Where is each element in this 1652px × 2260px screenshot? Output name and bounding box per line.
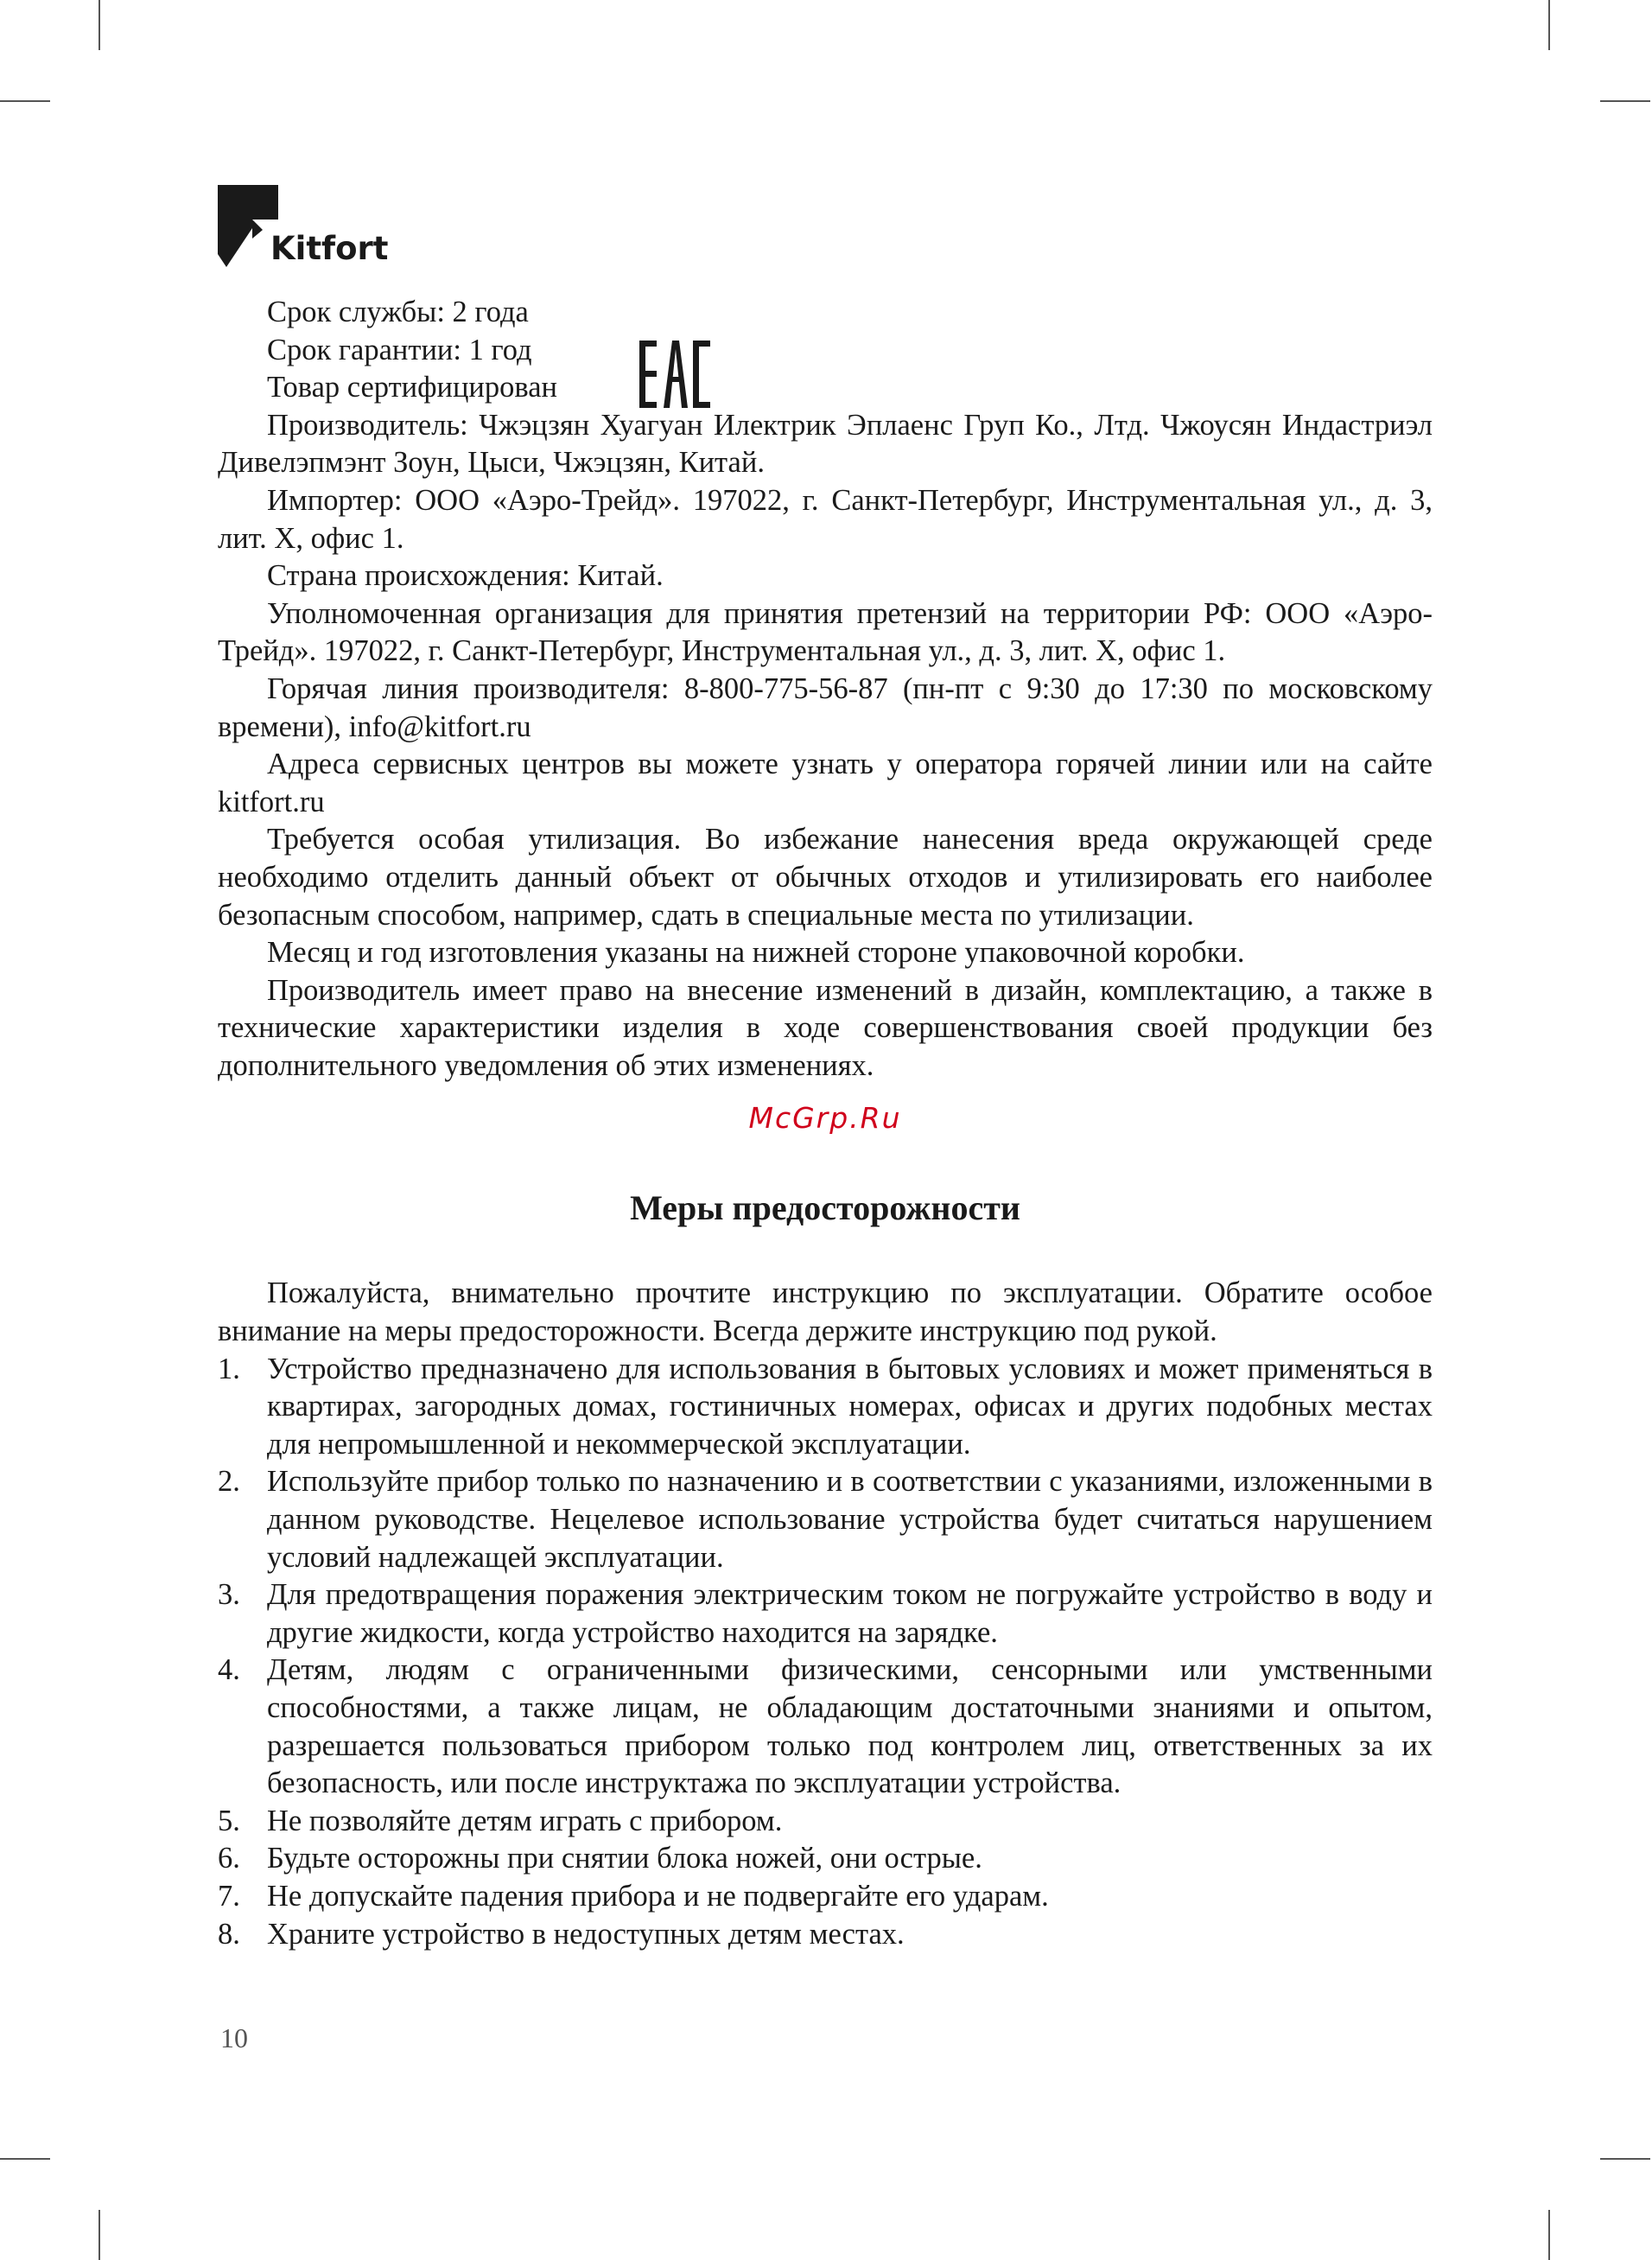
list-item <box>218 1576 1433 1652</box>
hotline: Горячая линия производителя: 8-800-775-56-87 (пн-пт с 9:30 до 17:30 по московскому времени), info@kitfort.ru <box>218 672 1433 743</box>
certified: Товар сертифицирован <box>267 371 557 404</box>
eac-icon <box>639 341 710 408</box>
changes-notice: Производитель имеет право на внесение изменений в дизайн, комплектацию, а также в технические характеристики изделия в ходе совершенствования своей продукции без дополнительного уведомления об этих изменениях. <box>218 973 1433 1082</box>
crop-mark <box>1548 2210 1550 2260</box>
item-text: Будьте осторожны при снятии блока ножей, они острые. <box>267 1842 982 1875</box>
list-item <box>218 1878 1433 1916</box>
list-item <box>218 1803 1433 1841</box>
certificate-block <box>218 294 1433 407</box>
warranty: Срок гарантии: 1 год <box>267 333 532 366</box>
crop-mark <box>1600 2158 1650 2160</box>
list-item <box>218 1840 1433 1878</box>
item-number: 7. <box>218 1879 240 1913</box>
origin: Страна происхождения: Китай. <box>267 559 664 593</box>
page-number: 10 <box>220 2022 248 2053</box>
kitfort-logo-icon <box>218 185 278 271</box>
item-number: 4. <box>218 1653 240 1687</box>
crop-mark <box>98 0 100 50</box>
crop-mark <box>1548 0 1550 50</box>
manufacturer: Производитель: Чжэцзян Хуагуан Илектрик Эплаенс Груп Ко., Лтд. Чжоусян Индастриэл Дивелэпмэнт Зоун, Цыси, Чжэцзян, Китай. <box>218 408 1433 480</box>
crop-mark <box>98 2210 100 2260</box>
item-text: Детям, людям с ограниченными физическими, сенсорными или умственными способностями, а также лицам, не обладающим достаточными знаниями и опытом, разрешается пользоваться прибором только под контролем лиц, ответственных за их безопасность, или после инструктажа по эксплуатации устройства. <box>267 1653 1433 1800</box>
list-item <box>218 1351 1433 1464</box>
item-number: 6. <box>218 1842 240 1875</box>
list-item <box>218 1916 1433 1954</box>
list-item <box>218 1463 1433 1576</box>
document-body <box>218 294 1433 1953</box>
service-life: Срок службы: 2 года <box>267 296 529 328</box>
item-number: 1. <box>218 1352 240 1385</box>
item-text: Храните устройство в недоступных детям местах. <box>267 1917 905 1951</box>
precautions-list <box>218 1351 1433 1954</box>
item-text: Используйте прибор только по назначению и в соответствии с указаниями, изложенными в данном руководстве. Нецелевое использование устройства будет считаться нарушением условий надлежащей эксплуатации. <box>267 1465 1433 1574</box>
item-text: Устройство предназначено для использования в бытовых условиях и может применяться в квартирах, загородных домах, гостиничных номерах, офисах и других подобных местах для непромышленной и некоммерческой эксплуатации. <box>267 1352 1433 1461</box>
crop-mark <box>1600 100 1650 102</box>
section-title: Меры предосторожности <box>630 1188 1020 1228</box>
authorized-org: Уполномоченная организация для принятия претензий на территории РФ: ООО «Аэро-Трейд». 197022, г. Санкт-Петербург, Инструментальная ул., д. 3, лит. Х, офис 1. <box>218 596 1433 668</box>
crop-mark <box>0 100 50 102</box>
logo-text: Kitfort <box>270 230 389 267</box>
importer: Импортер: ООО «Аэро-Трейд». 197022, г. Санкт-Петербург, Инструментальная ул., д. 3, лит. Х, офис 1. <box>218 483 1433 555</box>
item-text: Не позволяйте детям играть с прибором. <box>267 1804 783 1837</box>
precautions-intro: Пожалуйста, внимательно прочтите инструкцию по эксплуатации. Обратите особое внимание на меры предосторожности. Всегда держите инструкцию под рукой. <box>218 1276 1433 1348</box>
list-item <box>218 1652 1433 1802</box>
disposal: Требуется особая утилизация. Во избежание нанесения вреда окружающей среде необходимо отделить данный объект от обычных отходов и утилизировать его наиболее безопасным способом, например, сдать в специальные места по утилизации. <box>218 823 1433 932</box>
watermark-link[interactable]: McGrp.Ru <box>748 1101 902 1136</box>
service-centers: Адреса сервисных центров вы можете узнать у оператора горячей линии или на сайте kitfort.ru <box>218 748 1433 818</box>
item-text: Для предотвращения поражения электрическим током не погружайте устройство в воду и другие жидкости, когда устройство находится на зарядке. <box>267 1578 1433 1649</box>
item-number: 5. <box>218 1804 240 1837</box>
crop-mark <box>0 2158 50 2160</box>
manufacture-date: Месяц и год изготовления указаны на нижней стороне упаковочной коробки. <box>267 936 1245 970</box>
item-number: 8. <box>218 1917 240 1951</box>
item-text: Не допускайте падения прибора и не подвергайте его ударам. <box>267 1879 1049 1913</box>
item-number: 3. <box>218 1578 240 1612</box>
item-number: 2. <box>218 1465 240 1499</box>
